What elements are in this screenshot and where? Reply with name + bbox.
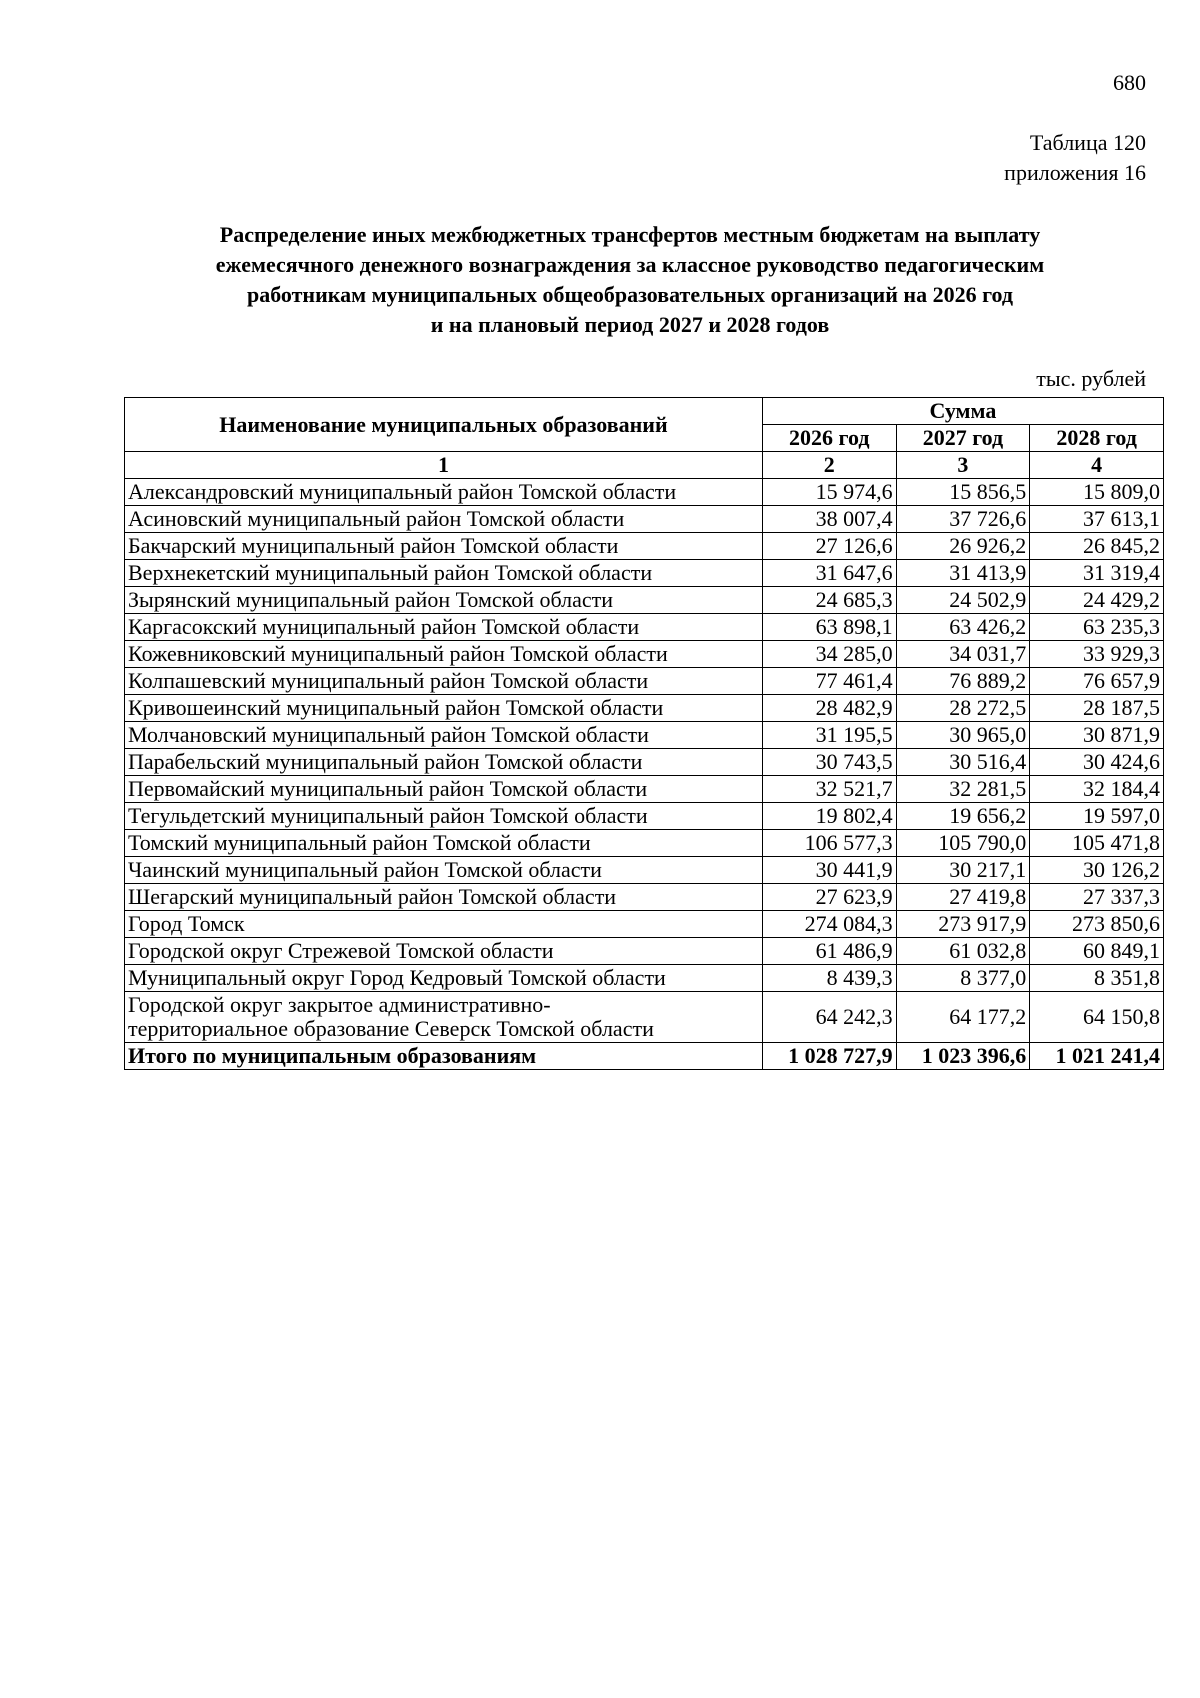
- row-name: Асиновский муниципальный район Томской области: [125, 506, 763, 533]
- row-value-2026: 24 685,3: [762, 587, 896, 614]
- row-value-2027: 32 281,5: [896, 776, 1030, 803]
- table-row: [125, 749, 1164, 776]
- row-name: Молчановский муниципальный район Томской области: [125, 722, 763, 749]
- table-row: [125, 965, 1164, 992]
- column-number: 4: [1030, 452, 1164, 479]
- row-name-line-1: Городской округ закрытое административно-: [128, 992, 551, 1017]
- row-value-2026: 27 623,9: [762, 884, 896, 911]
- table-row: [125, 587, 1164, 614]
- row-value-2026: 61 486,9: [762, 938, 896, 965]
- row-name: Чаинский муниципальный район Томской области: [125, 857, 763, 884]
- header-sum: Сумма: [762, 398, 1163, 425]
- row-value-2028: 24 429,2: [1030, 587, 1164, 614]
- row-name: Парабельский муниципальный район Томской области: [125, 749, 763, 776]
- row-value-2028: 15 809,0: [1030, 479, 1164, 506]
- row-value-2027: 105 790,0: [896, 830, 1030, 857]
- table-row: [125, 938, 1164, 965]
- row-name-line-2: территориальное образование Северск Томской области: [128, 1016, 654, 1041]
- row-name: Первомайский муниципальный район Томской области: [125, 776, 763, 803]
- row-name: Каргасокский муниципальный район Томской области: [125, 614, 763, 641]
- total-label: Итого по муниципальным образованиям: [125, 1043, 763, 1070]
- row-value-2026: 34 285,0: [762, 641, 896, 668]
- table-reference: [1004, 128, 1146, 188]
- table-row: [125, 911, 1164, 938]
- table-reference-appendix: приложения 16: [1004, 160, 1146, 185]
- row-value-2028: 64 150,8: [1030, 992, 1164, 1043]
- row-value-2026: 30 743,5: [762, 749, 896, 776]
- table-row: [125, 776, 1164, 803]
- row-value-2028: 26 845,2: [1030, 533, 1164, 560]
- row-value-2026: 15 974,6: [762, 479, 896, 506]
- row-value-2027: 19 656,2: [896, 803, 1030, 830]
- row-value-2028: 33 929,3: [1030, 641, 1164, 668]
- table-row: [125, 803, 1164, 830]
- title-line-4: и на плановый период 2027 и 2028 годов: [430, 312, 830, 337]
- row-value-2028: 273 850,6: [1030, 911, 1164, 938]
- row-name: Бакчарский муниципальный район Томской области: [125, 533, 763, 560]
- row-name: Тегульдетский муниципальный район Томской области: [125, 803, 763, 830]
- row-value-2026: 274 084,3: [762, 911, 896, 938]
- table-row: [125, 533, 1164, 560]
- row-value-2026: 106 577,3: [762, 830, 896, 857]
- row-value-2027: 37 726,6: [896, 506, 1030, 533]
- table-row: [125, 668, 1164, 695]
- row-value-2028: 76 657,9: [1030, 668, 1164, 695]
- row-name: Шегарский муниципальный район Томской области: [125, 884, 763, 911]
- row-value-2028: 30 871,9: [1030, 722, 1164, 749]
- header-row: [125, 398, 1164, 425]
- table-row: [125, 506, 1164, 533]
- row-name: Зырянский муниципальный район Томской области: [125, 587, 763, 614]
- row-value-2028: 37 613,1: [1030, 506, 1164, 533]
- column-number: 1: [125, 452, 763, 479]
- total-2026: 1 028 727,9: [762, 1043, 896, 1070]
- total-2027: 1 023 396,6: [896, 1043, 1030, 1070]
- table-row: [125, 884, 1164, 911]
- row-name: Александровский муниципальный район Томской области: [125, 479, 763, 506]
- column-number: 2: [762, 452, 896, 479]
- row-value-2028: 30 126,2: [1030, 857, 1164, 884]
- row-value-2026: 63 898,1: [762, 614, 896, 641]
- row-value-2027: 15 856,5: [896, 479, 1030, 506]
- row-value-2027: 76 889,2: [896, 668, 1030, 695]
- total-2028: 1 021 241,4: [1030, 1043, 1164, 1070]
- table-row-seversk: [125, 992, 1164, 1043]
- row-name: Город Томск: [125, 911, 763, 938]
- table-reference-number: Таблица 120: [1029, 130, 1146, 155]
- row-value-2028: 27 337,3: [1030, 884, 1164, 911]
- row-name: Муниципальный округ Город Кедровый Томской области: [125, 965, 763, 992]
- row-value-2027: 8 377,0: [896, 965, 1030, 992]
- units-label: тыс. рублей: [1036, 366, 1146, 391]
- row-value-2028: 31 319,4: [1030, 560, 1164, 587]
- title-line-3: работникам муниципальных общеобразовательных организаций на 2026 год: [246, 282, 1014, 307]
- row-value-2027: 28 272,5: [896, 695, 1030, 722]
- row-value-2027: 63 426,2: [896, 614, 1030, 641]
- page-number: 680: [1113, 70, 1146, 95]
- table-row: [125, 695, 1164, 722]
- row-name: Кривошеинский муниципальный район Томской области: [125, 695, 763, 722]
- row-value-2027: 30 516,4: [896, 749, 1030, 776]
- total-row: [125, 1043, 1164, 1070]
- row-value-2027: 64 177,2: [896, 992, 1030, 1043]
- table-row: [125, 830, 1164, 857]
- table-row: [125, 479, 1164, 506]
- row-value-2026: 27 126,6: [762, 533, 896, 560]
- row-value-2028: 19 597,0: [1030, 803, 1164, 830]
- title-line-2: ежемесячного денежного вознаграждения за классное руководство педагогическим: [215, 252, 1045, 277]
- row-name: Томский муниципальный район Томской области: [125, 830, 763, 857]
- budget-table: [124, 397, 1164, 1070]
- row-value-2028: 30 424,6: [1030, 749, 1164, 776]
- row-name: Колпашевский муниципальный район Томской области: [125, 668, 763, 695]
- row-value-2028: 105 471,8: [1030, 830, 1164, 857]
- row-name: Верхнекетский муниципальный район Томской области: [125, 560, 763, 587]
- table-row: [125, 641, 1164, 668]
- row-name: Кожевниковский муниципальный район Томской области: [125, 641, 763, 668]
- row-name: Городской округ Стрежевой Томской области: [125, 938, 763, 965]
- row-value-2026: 28 482,9: [762, 695, 896, 722]
- row-value-2026: 38 007,4: [762, 506, 896, 533]
- row-value-2027: 26 926,2: [896, 533, 1030, 560]
- row-value-2026: 32 521,7: [762, 776, 896, 803]
- table-row: [125, 857, 1164, 884]
- title-line-1: Распределение иных межбюджетных трансфертов местным бюджетам на выплату: [219, 222, 1041, 247]
- row-value-2027: 24 502,9: [896, 587, 1030, 614]
- row-value-2028: 60 849,1: [1030, 938, 1164, 965]
- document-title: [120, 220, 1140, 340]
- header-year-2026: 2026 год: [762, 425, 896, 452]
- header-name: Наименование муниципальных образований: [125, 398, 763, 452]
- row-value-2027: 61 032,8: [896, 938, 1030, 965]
- table-body: [125, 479, 1164, 992]
- row-value-2028: 28 187,5: [1030, 695, 1164, 722]
- row-value-2027: 30 217,1: [896, 857, 1030, 884]
- row-name: [125, 992, 763, 1043]
- row-value-2028: 8 351,8: [1030, 965, 1164, 992]
- row-value-2028: 63 235,3: [1030, 614, 1164, 641]
- row-value-2027: 273 917,9: [896, 911, 1030, 938]
- header-year-2027: 2027 год: [896, 425, 1030, 452]
- table-row: [125, 614, 1164, 641]
- row-value-2027: 30 965,0: [896, 722, 1030, 749]
- row-value-2027: 34 031,7: [896, 641, 1030, 668]
- row-value-2026: 31 647,6: [762, 560, 896, 587]
- table-row: [125, 722, 1164, 749]
- column-number: 3: [896, 452, 1030, 479]
- header-year-2028: 2028 год: [1030, 425, 1164, 452]
- row-value-2026: 31 195,5: [762, 722, 896, 749]
- table-row: [125, 560, 1164, 587]
- row-value-2026: 77 461,4: [762, 668, 896, 695]
- row-value-2027: 31 413,9: [896, 560, 1030, 587]
- row-value-2028: 32 184,4: [1030, 776, 1164, 803]
- row-value-2027: 27 419,8: [896, 884, 1030, 911]
- row-value-2026: 19 802,4: [762, 803, 896, 830]
- row-value-2026: 8 439,3: [762, 965, 896, 992]
- row-value-2026: 64 242,3: [762, 992, 896, 1043]
- column-numbers-row: [125, 452, 1164, 479]
- row-value-2026: 30 441,9: [762, 857, 896, 884]
